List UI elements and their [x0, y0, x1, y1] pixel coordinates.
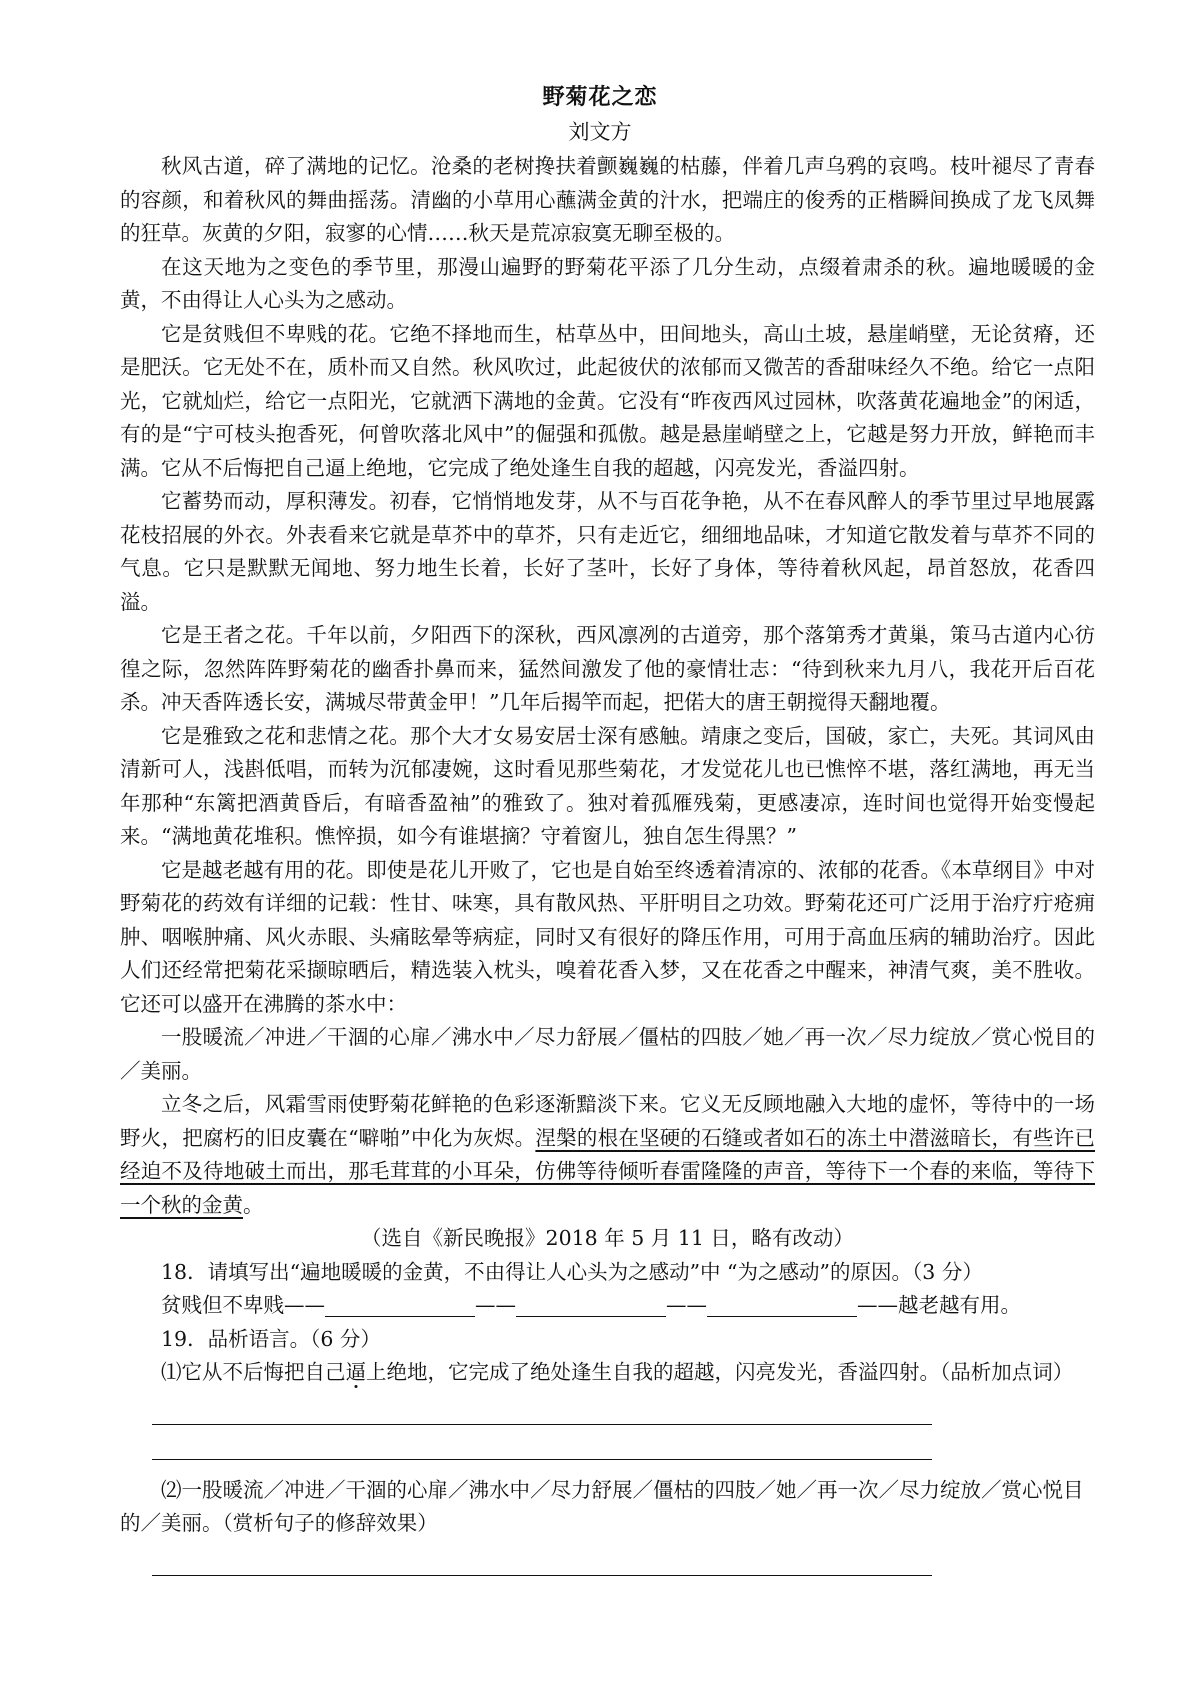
fill-dash-1: —— — [475, 1293, 516, 1317]
fill-end-text: ——越老越有用。 — [857, 1293, 1021, 1317]
underlined-sentence: 涅槃的根在坚硬的石缝或者如石的冻土中潜滋暗长，有些许已经迫不及待地破土而出，那毛茸茸的小耳朵，仿佛等待倾听春雷隆隆的声音，等待下一个春的来临，等待下一个秋的金黄 — [120, 1125, 1095, 1217]
question-18: 18．请填写出“遍地暖暖的金黄，不由得让人心头为之感动”中 “为之感动”的原因。（3 分） — [161, 1259, 983, 1284]
last-paragraph-end: 。 — [243, 1192, 264, 1217]
paragraph-7: 它是越老越有用的花。即使是花儿开败了，它也是自始至终透着清凉的、浓郁的花香。《本草纲目》中对野菊花的药效有详细的记载：性甘、味寒，具有散风热、平肝明目之功效。野菊花还可广泛用于治疗疔疮痈肿、咽喉肿痛、风火赤眼、头痛眩晕等病症，同时又有很好的降压作用，可用于高血压病的辅助治疗。因此人们还经常把菊花采撷晾晒后，精选装入枕头，嗅着花香入梦，又在花香之中醒来，神清气爽，美不胜收。它还可以盛开在沸腾的茶水中： — [120, 857, 1095, 1016]
answer-line-1[interactable] — [152, 1390, 932, 1425]
article-author: 刘文方 — [568, 120, 632, 144]
fill-start-text: 贫贱但不卑贱—— — [161, 1293, 325, 1317]
poem-paragraph: 一股暖流／冲进／干涸的心扉／沸水中／尽力舒展／僵枯的四肢／她／再一次／尽力绽放／赏心悦目的／美丽。 — [120, 1025, 1095, 1083]
sub1-before: ⑴它从不后悔把自己 — [161, 1360, 346, 1384]
paragraph-4: 它蓄势而动，厚积薄发。初春，它悄悄地发芽，从不与百花争艳，从不在春风醉人的季节里过早地展露花枝招展的外衣。外表看来它就是草芥中的草芥，只有走近它，细细地品味，才知道它散发着与草芥不同的气息。它只是默默无闻地、努力地生长着，长好了茎叶，长好了身体，等待着秋风起，昂首怒放，花香四溢。 — [120, 489, 1095, 614]
question-19: 19．品析语言。（6 分） — [161, 1326, 381, 1351]
answer-line-2[interactable] — [152, 1425, 932, 1460]
paragraph-2: 在这天地为之变色的季节里，那漫山遍野的野菊花平添了几分生动，点缀着肃杀的秋。遍地暖暖的金黄，不由得让人心头为之感动。 — [120, 254, 1095, 312]
paragraph-3: 它是贫贱但不卑贱的花。它绝不择地而生，枯草丛中，田间地头，高山土坡，悬崖峭壁，无论贫瘠，还是肥沃。它无处不在，质朴而又自然。秋风吹过，此起彼伏的浓郁而又微苦的香甜味经久不绝。给它一点阳光，它就灿烂，给它一点阳光，它就洒下满地的金黄。它没有“昨夜西风过园林，吹落黄花遍地金”的闲适，有的是“宁可枝头抱香死，何曾吹落北风中”的倔强和孤傲。越是悬崖峭壁之上，它越是努力开放，鲜艳而丰满。它从不后悔把自己逼上绝地，它完成了绝处逢生自我的超越，闪亮发光，香溢四射。 — [120, 321, 1095, 480]
paragraph-last — [120, 1088, 1095, 1222]
article-title: 野菊花之恋 — [542, 84, 658, 110]
answer-blank-2[interactable] — [516, 1294, 666, 1317]
sub1-after: 上绝地，它完成了绝处逢生自我的超越，闪亮发光，香溢四射。（品析加点词） — [366, 1360, 1074, 1384]
dotted-word: 逼 — [345, 1360, 366, 1384]
answer-line-3[interactable] — [152, 1541, 932, 1576]
question-19-sub-2: ⑵一股暖流／冲进／干涸的心扉／沸水中／尽力舒展／僵枯的四肢／她／再一次／尽力绽放／赏心悦目的／美丽。（赏析句子的修辞效果） — [120, 1477, 1084, 1535]
question-19-sub-1 — [120, 1356, 1095, 1390]
paragraph-6: 它是雅致之花和悲情之花。那个大才女易安居士深有感触。靖康之变后，国破，家亡，夫死。其词风由清新可人，浅斟低唱，而转为沉郁凄婉，这时看见那些菊花，才发觉花儿也已憔悴不堪，落红满地，再无当年那种“东篱把酒黄昏后，有暗香盈袖”的雅致了。独对着孤雁残菊，更感凄凉，连时间也觉得开始变慢起来。“满地黄花堆积。憔悴损，如今有谁堪摘？守着窗儿，独自怎生得黑？” — [120, 723, 1095, 848]
source-citation: （选自《新民晚报》2018 年 5 月 11 日，略有改动） — [361, 1226, 854, 1250]
last-paragraph-plain: 立冬之后，风霜雪雨使野菊花鲜艳的色彩逐渐黯淡下来。它义无反顾地融入大地的虚怀，等待中的一场野火，把腐朽的旧皮囊在“噼啪”中化为灰烬。 — [120, 1092, 1095, 1150]
paragraph-1: 秋风古道，碎了满地的记忆。沧桑的老树搀扶着颤巍巍的枯藤，伴着几声乌鸦的哀鸣。枝叶褪尽了青春的容颜，和着秋风的舞曲摇荡。清幽的小草用心蘸满金黄的汁水，把端庄的俊秀的正楷瞬间换成了龙飞凤舞的狂草。灰黄的夕阳，寂寥的心情……秋天是荒凉寂寞无聊至极的。 — [120, 154, 1095, 245]
article-body — [120, 150, 1095, 1576]
question-18-fill-row — [120, 1289, 1095, 1323]
answer-blank-3[interactable] — [707, 1294, 857, 1317]
answer-blank-1[interactable] — [325, 1294, 475, 1317]
fill-dash-2: —— — [666, 1293, 707, 1317]
paragraph-5: 它是王者之花。千年以前，夕阳西下的深秋，西风凛冽的古道旁，那个落第秀才黄巢，策马古道内心彷徨之际，忽然阵阵野菊花的幽香扑鼻而来，猛然间激发了他的豪情壮志：“待到秋来九月八，我花开后百花杀。冲天香阵透长安，满城尽带黄金甲！”几年后揭竿而起，把偌大的唐王朝搅得天翻地覆。 — [120, 623, 1095, 714]
